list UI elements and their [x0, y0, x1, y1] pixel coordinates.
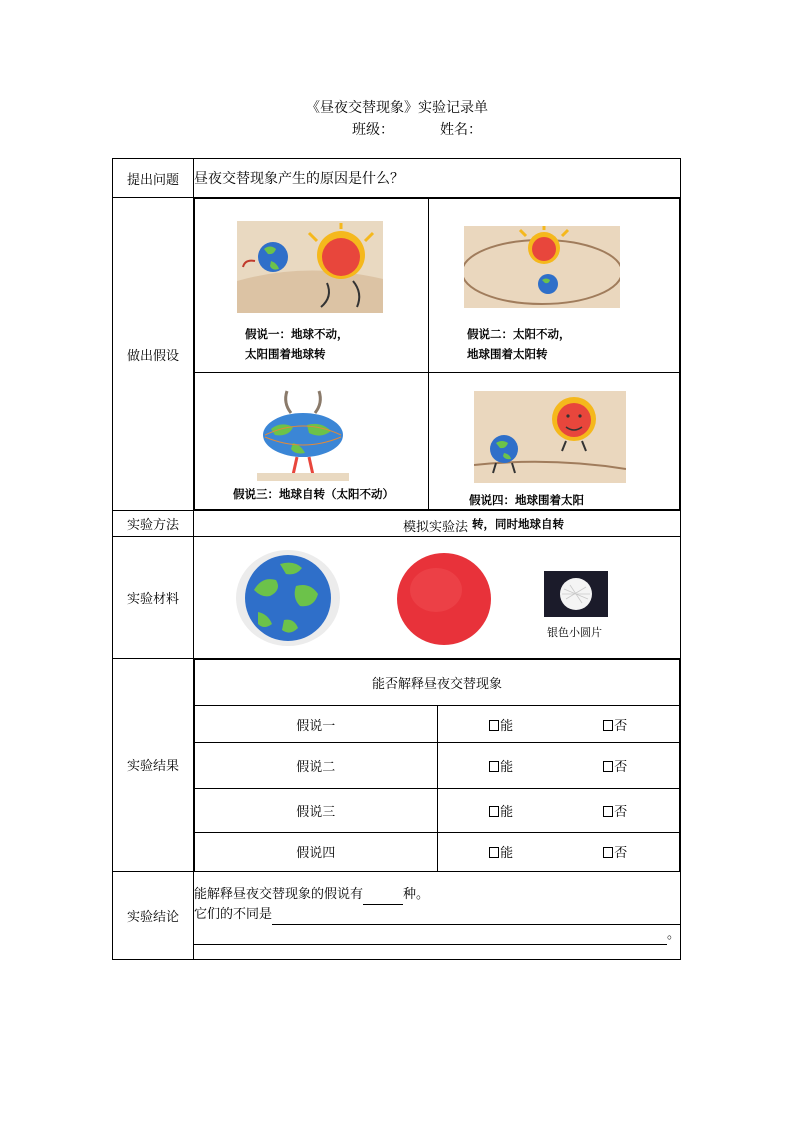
result-row-3	[195, 789, 680, 833]
option-yes[interactable]: 能	[446, 756, 556, 775]
earth-ball-photo	[236, 550, 340, 646]
hypothesis-2-cell	[429, 199, 679, 372]
question-text: 昼夜交替现象产生的原因是什么？	[194, 159, 681, 198]
conclusion-line2-text: 它们的不同是	[194, 907, 273, 922]
option-yes[interactable]: 能	[446, 842, 556, 861]
result-row-label: 假说四	[195, 833, 438, 871]
student-info	[0, 119, 794, 139]
hypothesis-3-illustration	[257, 389, 349, 481]
result-row-4	[195, 833, 680, 871]
hypothesis-2-illustration	[464, 226, 620, 308]
method-row	[113, 511, 681, 537]
method-overlap-text: 转，同时地球自转	[472, 517, 564, 531]
option-no[interactable]: 否	[560, 801, 670, 820]
checkbox-yes[interactable]	[489, 720, 499, 731]
materials-row	[113, 537, 681, 659]
checkbox-no[interactable]	[603, 761, 613, 772]
materials-cell	[194, 537, 680, 658]
hypothesis-4-caption: 假说四：地球围着太阳	[469, 493, 584, 507]
option-no[interactable]: 否	[560, 756, 670, 775]
conclusion-row	[113, 871, 681, 959]
result-row-label: 假说二	[195, 743, 438, 789]
method-label: 实验方法	[113, 511, 194, 537]
method-text: 模拟实验法	[403, 520, 469, 535]
difference-blank[interactable]	[272, 910, 680, 925]
hypothesis-grid	[194, 198, 680, 510]
results-label: 实验结果	[113, 659, 194, 872]
count-blank[interactable]	[363, 890, 403, 905]
conclusion-line3-end: 。	[666, 927, 680, 942]
results-table	[194, 659, 680, 871]
checkbox-yes[interactable]	[489, 847, 499, 858]
option-yes[interactable]: 能	[446, 801, 556, 820]
result-row-label: 假说一	[195, 706, 438, 743]
conclusion-line1-suffix: 种。	[403, 887, 430, 902]
conclusion-line1-text: 能解释昼夜交替现象的假说有	[194, 887, 364, 902]
hypothesis-3-cell	[195, 373, 428, 509]
hypothesis-2-caption: 假说二：太阳不动， 地球围着太阳转	[467, 327, 571, 361]
red-ball-photo	[396, 552, 492, 646]
result-row-2	[195, 743, 680, 789]
results-header: 能否解释昼夜交替现象	[195, 660, 680, 706]
hypothesis-label: 做出假设	[113, 198, 194, 511]
silver-disc-caption: 银色小圆片	[547, 626, 602, 639]
question-label: 提出问题	[113, 159, 194, 198]
result-row-1	[195, 706, 680, 743]
hypothesis-4-illustration	[474, 391, 626, 483]
hypothesis-1-cell	[195, 199, 428, 372]
hypothesis-1-illustration	[237, 221, 383, 313]
option-no[interactable]: 否	[560, 715, 670, 734]
sheet-title: 《昼夜交替现象》实验记录单	[306, 100, 488, 116]
name-label: 姓名：	[440, 122, 482, 138]
result-row-label: 假说三	[195, 789, 438, 833]
checkbox-no[interactable]	[603, 847, 613, 858]
checkbox-yes[interactable]	[489, 806, 499, 817]
difference-blank-2[interactable]	[194, 930, 667, 945]
hypothesis-row	[113, 198, 681, 511]
hypothesis-3-caption: 假说三：地球自转（太阳不动）	[233, 487, 394, 501]
question-row	[113, 159, 681, 198]
conclusion-cell	[194, 871, 681, 959]
checkbox-no[interactable]	[603, 720, 613, 731]
materials-label: 实验材料	[113, 537, 194, 659]
checkbox-yes[interactable]	[489, 761, 499, 772]
results-row	[113, 659, 681, 872]
checkbox-no[interactable]	[603, 806, 613, 817]
hypothesis-1-caption: 假说一：地球不动， 太阳围着地球转	[245, 327, 349, 361]
option-yes[interactable]: 能	[446, 715, 556, 734]
class-label: 班级：	[352, 122, 394, 138]
record-table	[112, 158, 681, 960]
silver-disc-photo	[544, 571, 608, 617]
option-no[interactable]: 否	[560, 842, 670, 861]
conclusion-label: 实验结论	[113, 871, 194, 959]
method-cell	[194, 511, 681, 537]
hypothesis-4-cell	[429, 373, 679, 509]
